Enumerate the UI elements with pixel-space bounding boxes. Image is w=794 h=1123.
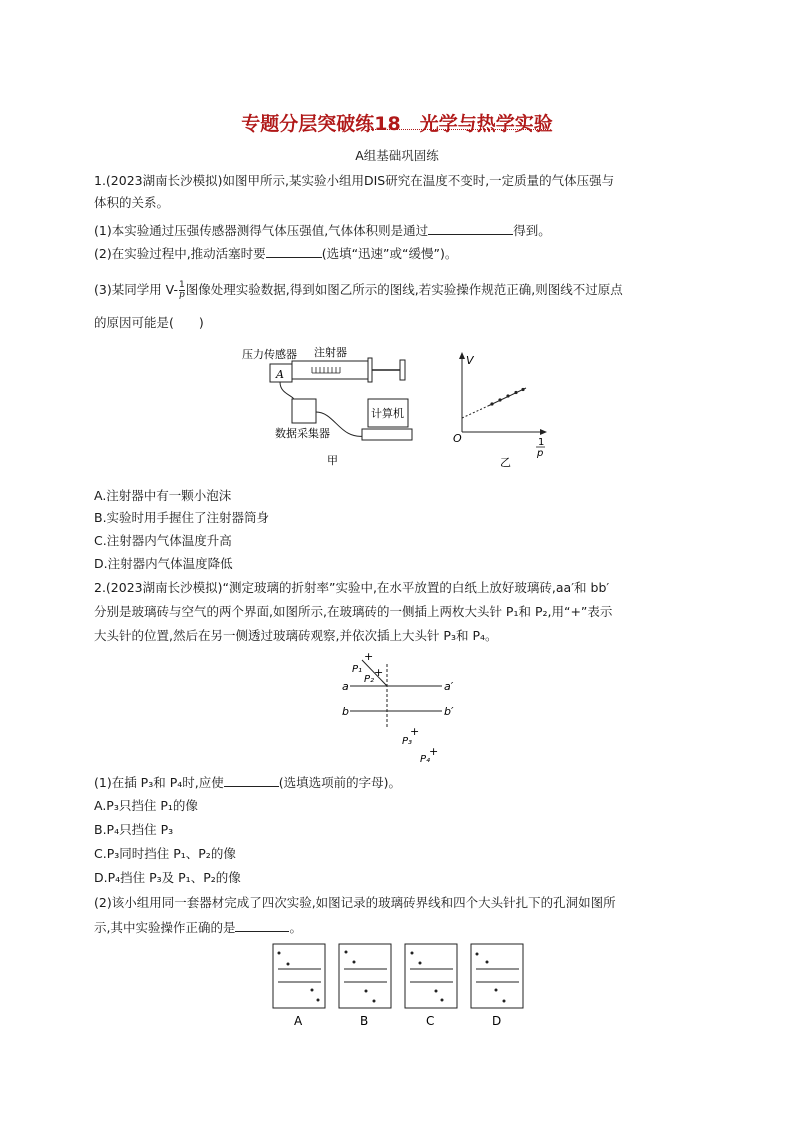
q1-part3-fraction	[179, 281, 185, 300]
syringe-barrel	[292, 361, 370, 379]
pin-p4-label: P₄	[420, 754, 431, 765]
pin-p1-label: P₁	[352, 664, 363, 675]
computer-base	[362, 429, 412, 440]
q1-part2-post: (选填“迅速”或“缓慢”)。	[321, 246, 458, 261]
syringe-flange	[368, 358, 372, 382]
q2-stem-line3: 大头针的位置,然后在另一侧透过玻璃砖观察,并依次插上大头针 P₃和 P₄。	[94, 628, 498, 643]
page-title: 专题分层突破练18 光学与热学实验	[241, 113, 553, 135]
q2-part1	[94, 774, 401, 790]
q1-part3-frac-den: p	[179, 290, 185, 300]
extrapolated-line	[462, 406, 488, 418]
panel-c-label: C	[426, 1014, 435, 1028]
section-subtitle: A组基础巩固练	[355, 148, 439, 163]
panel-c	[405, 944, 457, 1028]
q2-option-a[interactable]: A.P₃只挡住 P₁的像	[94, 798, 198, 813]
q1-stem-line1: 1.(2023湖南长沙模拟)如图甲所示,某实验小组用DIS研究在温度不变时,一定质量的气体压强与	[94, 173, 615, 188]
label-a-prime: a′	[444, 680, 454, 693]
panel-a-label: A	[294, 1014, 303, 1028]
x-axis-arrow	[540, 429, 547, 435]
pin-p3-label: P₃	[402, 736, 413, 747]
title-underline	[368, 129, 548, 130]
data-point	[514, 391, 517, 394]
origin-label: O	[453, 432, 462, 445]
figure-yi-graph	[448, 350, 558, 480]
panel-d-label: D	[492, 1014, 502, 1028]
pin-p2-label: P₂	[364, 674, 375, 685]
figure-glass-brick	[332, 652, 462, 772]
panel-b	[339, 944, 391, 1028]
q1-part1-pre: (1)本实验通过压强传感器测得气体压强值,气体体积则是通过	[94, 223, 429, 238]
figure-jia-caption: 甲	[327, 454, 338, 467]
x-axis-label-num: 1	[538, 437, 545, 448]
q2-option-b[interactable]: B.P₄只挡住 P₃	[94, 822, 174, 837]
figure-jia-apparatus	[240, 340, 420, 470]
q1-part2	[94, 245, 457, 261]
q1-option-d[interactable]: D.注射器内气体温度降低	[94, 556, 233, 571]
q1-part3-frac-num: 1	[179, 280, 185, 290]
q1-part1-blank[interactable]	[428, 222, 513, 235]
panel-b-label: B	[360, 1014, 369, 1028]
panel-a	[273, 944, 325, 1028]
plunger-head	[400, 360, 405, 380]
q2-part2-post: 。	[289, 920, 302, 935]
q1-option-c[interactable]: C.注射器内气体温度升高	[94, 533, 232, 548]
q2-part2-line2	[94, 919, 302, 935]
data-collector-label: 数据采集器	[275, 427, 330, 440]
q1-part3-line2: 的原因可能是( )	[94, 315, 204, 330]
q1-option-b[interactable]: B.实验时用手握住了注射器筒身	[94, 510, 270, 525]
q2-part1-pre: (1)在插 P₃和 P₄时,应使	[94, 775, 224, 790]
q2-part2-blank[interactable]	[235, 919, 289, 932]
data-point	[490, 402, 493, 405]
pin-p4-mark: +	[429, 745, 439, 758]
q1-part1-post: 得到。	[513, 223, 551, 238]
pin-p3-mark: +	[410, 725, 420, 738]
sensor-box-label: A	[276, 368, 284, 381]
q1-option-a[interactable]: A.注射器中有一颗小泡沫	[94, 488, 232, 503]
panel-d	[471, 944, 523, 1028]
q2-part1-post: (选填选项前的字母)。	[278, 775, 401, 790]
x-axis-label-den: p	[537, 448, 544, 459]
q1-part3-a: (3)某同学用 V-	[94, 282, 179, 297]
q2-option-c[interactable]: C.P₃同时挡住 P₁、P₂的像	[94, 846, 236, 861]
pressure-sensor-label: 压力传感器	[242, 348, 297, 361]
q1-part1	[94, 222, 551, 238]
q1-part2-pre: (2)在实验过程中,推动活塞时要	[94, 246, 266, 261]
data-point	[498, 398, 501, 401]
q1-part3-b: 图像处理实验数据,得到如图乙所示的图线,若实验操作规范正确,则图线不过原点	[185, 282, 623, 297]
q2-part2-pre: 示,其中实验操作正确的是	[94, 920, 236, 935]
q1-part2-blank[interactable]	[266, 245, 322, 258]
label-a: a	[342, 680, 349, 693]
q1-part3	[94, 281, 623, 300]
q2-part1-blank[interactable]	[224, 774, 279, 787]
data-point	[506, 394, 509, 397]
computer-label: 计算机	[371, 407, 404, 420]
figure-yi-caption: 乙	[500, 456, 511, 469]
y-axis-label: V	[466, 354, 474, 367]
q2-stem-line2: 分别是玻璃砖与空气的两个界面,如图所示,在玻璃砖的一侧插上两枚大头针 P₁和 P₂,用“+”表示	[94, 604, 613, 619]
q2-option-d[interactable]: D.P₄挡住 P₃及 P₁、P₂的像	[94, 870, 241, 885]
syringe-label: 注射器	[314, 346, 347, 359]
data-point	[521, 388, 524, 391]
q2-part2-line1: (2)该小组用同一套器材完成了四次实验,如图记录的玻璃砖界线和四个大头针扎下的孔洞如图所	[94, 895, 616, 910]
label-b: b	[342, 705, 349, 718]
q1-stem-line2: 体积的关系。	[94, 195, 170, 210]
pin-p1-mark: +	[364, 652, 374, 663]
q2-stem-line1: 2.(2023湖南长沙模拟)“测定玻璃的折射率”实验中,在水平放置的白纸上放好玻璃砖,aa′和 bb′	[94, 580, 610, 595]
pin-p2-mark: +	[374, 666, 384, 679]
y-axis-arrow	[459, 352, 465, 359]
figure-four-panels	[266, 938, 536, 1033]
label-b-prime: b′	[444, 705, 454, 718]
data-collector-box	[292, 399, 316, 423]
